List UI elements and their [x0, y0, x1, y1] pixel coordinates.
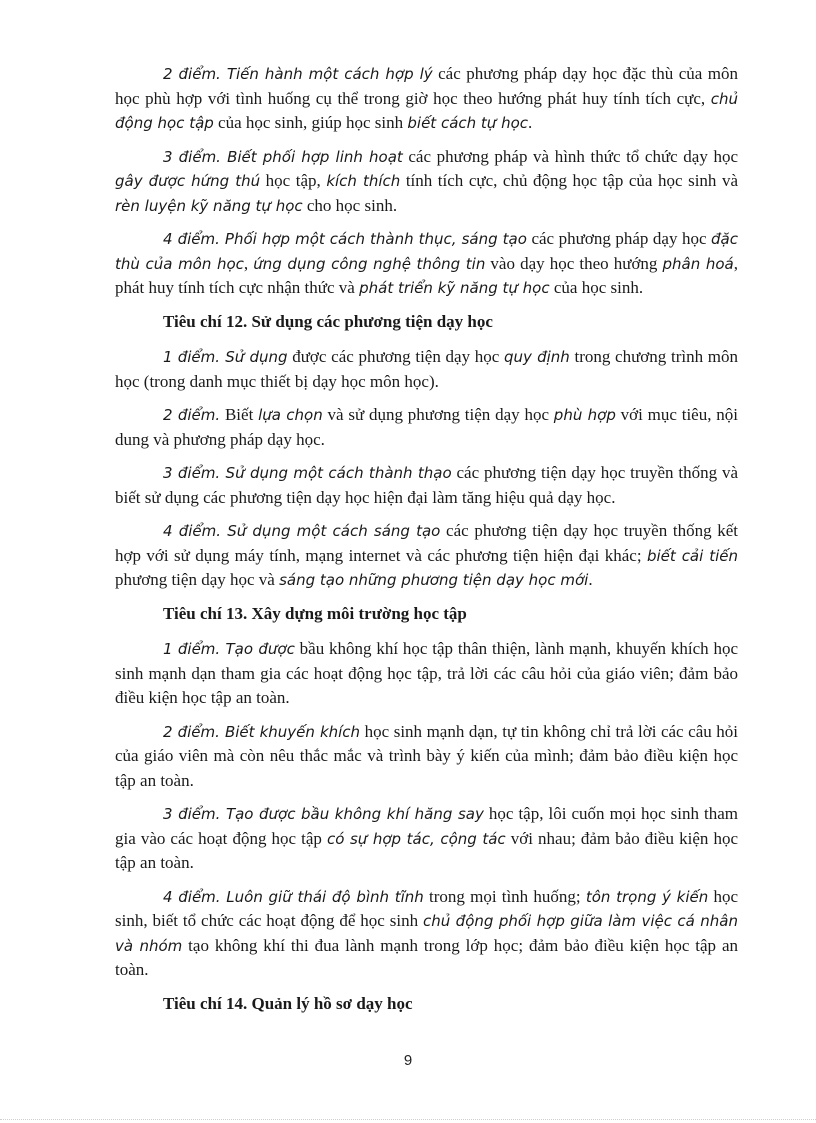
- italic-run: phân hoá: [662, 254, 734, 273]
- italic-run: biết cách tự học: [407, 114, 529, 132]
- italic-run: đặc thù của môn học: [115, 230, 738, 273]
- italic-run: 3 điểm. Biết phối hợp linh hoạt: [163, 147, 403, 166]
- italic-run: phù hợp: [553, 406, 616, 424]
- text-run: các phương tiện dạy học truyền thống kết hợp với sử dụng máy tính, mạng internet và các phương tiện hiện đại khác;: [115, 521, 739, 565]
- text-run: của học sinh.: [549, 278, 644, 297]
- section-heading: [115, 310, 738, 335]
- text-run: , phát huy tính tích cực nhận thức và: [115, 253, 739, 297]
- document-body: [115, 62, 738, 1027]
- criterion-paragraph: [115, 227, 738, 301]
- text-run: học tập, lôi cuốn mọi học sinh tham gia vào các hoạt động học tập: [115, 804, 738, 848]
- italic-run: 2 điểm. Tiến hành một cách hợp lý: [163, 65, 433, 83]
- text-run: Biết: [220, 405, 259, 424]
- text-run: Tiêu chí 12. Sử dụng các phương tiện dạy học: [163, 311, 493, 331]
- section-heading: [115, 602, 738, 627]
- italic-run: ứng dụng công nghệ thông tin: [253, 254, 486, 273]
- criterion-paragraph: [115, 62, 738, 136]
- italic-run: 2 điểm.: [163, 406, 221, 424]
- criterion-paragraph: [115, 345, 738, 394]
- text-run: các phương pháp dạy học: [526, 229, 712, 248]
- italic-run: biết cải tiến: [646, 546, 738, 565]
- page-number: 9: [403, 1052, 413, 1069]
- text-run: tính tích cực, chủ động học tập của học sinh và: [400, 171, 738, 190]
- text-run: của học sinh, giúp học sinh: [213, 113, 408, 132]
- italic-run: gây được hứng thú: [115, 172, 261, 190]
- italic-run: rèn luyện kỹ năng tự học: [115, 196, 303, 215]
- criterion-paragraph: [115, 885, 738, 983]
- text-run: Tiêu chí 13. Xây dựng môi trường học tập: [163, 603, 467, 623]
- italic-run: sáng tạo những phương tiện dạy học mới: [279, 571, 589, 589]
- criterion-paragraph: [115, 403, 738, 452]
- criterion-paragraph: [115, 637, 738, 711]
- criterion-paragraph: [115, 802, 738, 876]
- italic-run: chủ động học tập: [115, 89, 738, 132]
- italic-run: có sự hợp tác, cộng tác: [326, 829, 506, 848]
- italic-run: 4 điểm. Luôn giữ thái độ bình tĩnh: [163, 887, 424, 906]
- text-run: học sinh, biết tổ chức các hoạt động để học sinh: [115, 886, 738, 930]
- text-run: học sinh mạnh dạn, tự tin không chỉ trả lời các câu hỏi của giáo viên mà còn nêu thắc mắc và trình bày ý kiến của mình; đảm bảo điều kiện học tập an toàn.: [115, 721, 738, 790]
- italic-run: quy định: [503, 348, 570, 366]
- italic-run: 4 điểm. Phối hợp một cách thành thục, sáng tạo: [163, 230, 527, 248]
- italic-run: 4 điểm. Sử dụng một cách sáng tạo: [163, 522, 441, 540]
- italic-run: 3 điểm. Sử dụng một cách thành thạo: [163, 464, 452, 482]
- italic-run: lựa chọn: [258, 406, 323, 424]
- text-run: trong mọi tình huống;: [423, 886, 586, 906]
- text-run: học tập,: [260, 171, 327, 190]
- text-run: với mục tiêu, nội dung và phương pháp dạy học.: [115, 405, 739, 449]
- text-run: trong chương trình môn học (trong danh mục thiết bị dạy học môn học).: [115, 347, 738, 391]
- text-run: với nhau; đảm bảo điều kiện học tập an toàn.: [115, 828, 738, 872]
- italic-run: 3 điểm. Tạo được bầu không khí hăng say: [163, 805, 484, 823]
- text-run: .: [588, 570, 593, 589]
- italic-run: 1 điểm. Tạo được: [163, 640, 295, 658]
- text-run: .: [528, 113, 533, 132]
- page-bottom-edge: [0, 1119, 816, 1120]
- text-run: được các phương tiện dạy học: [287, 347, 504, 366]
- section-heading: [115, 992, 738, 1017]
- italic-run: phát triển kỹ năng tự học: [359, 279, 550, 297]
- text-run: tạo không khí thi đua lành mạnh trong lớp học; đảm bảo điều kiện học tập an toàn.: [115, 935, 738, 979]
- text-run: các phương pháp và hình thức tổ chức dạy học: [402, 146, 738, 166]
- italic-run: kích thích: [326, 172, 401, 190]
- criterion-paragraph: [115, 461, 738, 510]
- text-run: cho học sinh.: [302, 195, 398, 215]
- italic-run: 1 điểm. Sử dụng: [163, 348, 288, 366]
- criterion-paragraph: [115, 720, 738, 794]
- text-run: vào dạy học theo hướng: [485, 253, 663, 273]
- text-run: Tiêu chí 14. Quản lý hồ sơ dạy học: [163, 993, 413, 1013]
- italic-run: chủ động phối hợp giữa làm việc cá nhân và nhóm: [115, 912, 738, 955]
- text-run: ,: [243, 253, 254, 273]
- text-run: phương tiện dạy học và: [115, 570, 280, 589]
- text-run: các phương pháp dạy học đặc thù của môn học phù hợp với tình huống cụ thể trong giờ học theo hướng phát huy tính tích cực,: [115, 64, 738, 108]
- criterion-paragraph: [115, 519, 738, 593]
- text-run: và sử dụng phương tiện dạy học: [322, 405, 554, 424]
- criterion-paragraph: [115, 145, 738, 219]
- italic-run: tôn trọng ý kiến: [585, 887, 709, 906]
- italic-run: 2 điểm. Biết khuyến khích: [163, 722, 361, 741]
- text-run: bầu không khí học tập thân thiện, lành mạnh, khuyến khích học sinh mạnh dạn tham gia các hoạt động học tập, trả lời các câu hỏi của giáo viên; đảm bảo điều kiện học tập an toàn.: [115, 639, 738, 707]
- text-run: các phương tiện dạy học truyền thống và biết sử dụng các phương tiện dạy học hiện đại làm tăng hiệu quả dạy học.: [115, 463, 738, 507]
